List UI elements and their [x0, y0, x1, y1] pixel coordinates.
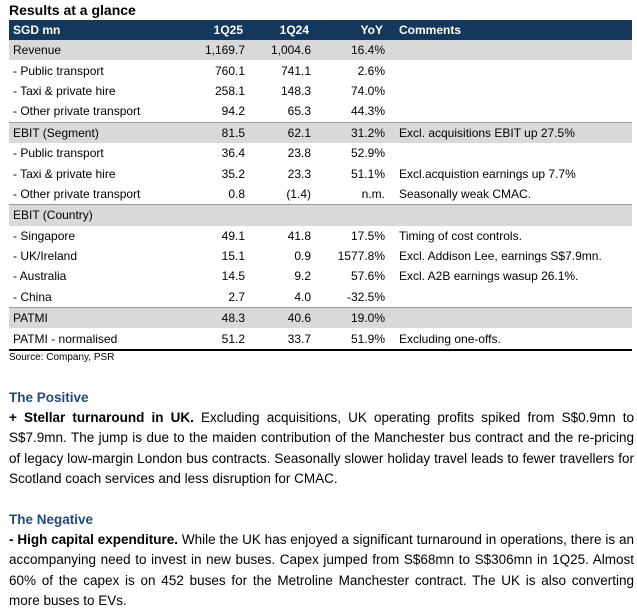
row-yoy: 17.5%	[350, 228, 385, 243]
row-yoy: 16.4%	[315, 40, 389, 60]
row-label: - Public transport	[13, 63, 104, 78]
row-1q24: 0.9	[294, 249, 311, 264]
row-1q24: 4.0	[294, 289, 311, 304]
negative-heading: The Negative	[9, 512, 94, 527]
row-comment	[389, 143, 632, 163]
row-yoy	[315, 205, 389, 226]
row-1q24: 1,004.6	[249, 40, 315, 60]
section-title: Results at a glance	[9, 2, 136, 18]
row-comment	[389, 40, 632, 60]
table-row	[9, 184, 632, 205]
row-comment: Excl. Addison Lee, earnings S$7.9mn.	[399, 249, 602, 264]
row-yoy: 51.9%	[315, 328, 389, 349]
row-label: Revenue	[9, 40, 177, 60]
row-1q24: 33.7	[249, 328, 315, 349]
row-yoy: 74.0%	[350, 83, 385, 98]
negative-paragraph	[9, 530, 634, 611]
table-row	[9, 81, 632, 101]
header-sgd-mn: SGD mn	[9, 20, 177, 40]
row-yoy: 2.6%	[357, 63, 385, 78]
row-comment: Excl. A2B earnings wasup 26.1%.	[399, 269, 579, 284]
row-comment	[389, 60, 632, 80]
row-1q24: 23.3	[287, 166, 311, 181]
table-row	[9, 308, 632, 329]
table-row	[9, 143, 632, 163]
positive-paragraph	[9, 408, 634, 489]
row-1q25: 1,169.7	[177, 40, 249, 60]
row-comment	[389, 287, 632, 308]
row-1q25: 760.1	[214, 63, 245, 78]
row-comment: Excl.acquistion earnings up 7.7%	[399, 166, 576, 181]
row-yoy: n.m.	[361, 186, 385, 201]
row-yoy: 44.3%	[350, 104, 385, 119]
row-label: PATMI	[9, 308, 177, 329]
table-row	[9, 328, 632, 349]
row-1q24: (1.4)	[286, 186, 311, 201]
row-1q24: 148.3	[280, 83, 311, 98]
table-row	[9, 40, 632, 60]
row-1q24: 65.3	[287, 104, 311, 119]
header-comments: Comments	[389, 20, 632, 40]
row-label: - Public transport	[13, 146, 104, 161]
table-row	[9, 205, 632, 226]
row-1q25: 0.8	[228, 186, 245, 201]
row-comment	[389, 81, 632, 101]
table-row	[9, 226, 632, 246]
row-yoy: 52.9%	[350, 146, 385, 161]
row-1q25: 35.2	[221, 166, 245, 181]
row-yoy: 1577.8%	[337, 249, 385, 264]
row-1q25: 36.4	[221, 146, 245, 161]
table-row	[9, 101, 632, 122]
row-comment: Excl. acquisitions EBIT up 27.5%	[389, 122, 632, 143]
row-label: EBIT (Country)	[9, 205, 177, 226]
row-label: - Singapore	[13, 228, 76, 243]
table-row	[9, 266, 632, 286]
header-1q24: 1Q24	[249, 20, 315, 40]
row-label: - Taxi & private hire	[13, 83, 116, 98]
row-1q25: 2.7	[228, 289, 245, 304]
row-yoy: 57.6%	[350, 269, 385, 284]
row-1q24: 23.8	[287, 146, 311, 161]
row-label: - Australia	[13, 269, 67, 284]
negative-lead: - High capital expenditure.	[9, 532, 179, 547]
table-row	[9, 287, 632, 308]
table-row	[9, 246, 632, 266]
row-1q25	[177, 205, 249, 226]
row-1q25: 81.5	[177, 122, 249, 143]
row-1q25: 49.1	[221, 228, 245, 243]
row-comment: Excluding one-offs.	[389, 328, 632, 349]
positive-heading: The Positive	[9, 390, 89, 405]
source-note: Source: Company, PSR	[9, 352, 115, 363]
row-1q24: 741.1	[280, 63, 311, 78]
positive-lead: + Stellar turnaround in UK.	[9, 410, 194, 425]
row-1q25: 48.3	[177, 308, 249, 329]
results-table	[9, 20, 632, 351]
row-1q25: 51.2	[177, 328, 249, 349]
row-yoy: 31.2%	[315, 122, 389, 143]
row-comment	[389, 308, 632, 329]
row-yoy: -32.5%	[346, 289, 385, 304]
row-label: - Other private transport	[13, 186, 141, 201]
row-1q25: 94.2	[221, 104, 245, 119]
row-yoy: 19.0%	[315, 308, 389, 329]
row-label: - UK/Ireland	[13, 249, 78, 264]
table-row	[9, 163, 632, 183]
row-comment: Timing of cost controls.	[399, 228, 522, 243]
row-1q24: 41.8	[287, 228, 311, 243]
row-1q24: 62.1	[249, 122, 315, 143]
header-1q25: 1Q25	[177, 20, 249, 40]
row-1q24	[249, 205, 315, 226]
row-label: PATMI - normalised	[9, 328, 177, 349]
row-label: EBIT (Segment)	[9, 122, 177, 143]
row-comment	[389, 101, 632, 122]
row-comment: Seasonally weak CMAC.	[399, 186, 532, 201]
positive-body: Excluding acquisitions, UK operating profits spiked from S$0.9mn to S$7.9mn. The jump is due to the maiden contribution of the Manchester bus contract and the re-pricing of legacy low-margin London bus contracts. Seasonally slower holiday travel leads to fewer travellers for Scotland coach services and less disruption for CMAC.	[9, 410, 634, 486]
table-row	[9, 60, 632, 80]
header-yoy: YoY	[315, 20, 389, 40]
negative-body: While the UK has enjoyed a significant turnaround in operations, there is an accompanying need to invest in new buses. Capex jumped from S$68mn to S$306mn in 1Q25. Almost 60% of the capex is on 452 buses for the Metroline Manchester contract. The UK is also converting more buses to EVs.	[9, 532, 634, 608]
row-1q24: 9.2	[294, 269, 311, 284]
table-header-row	[9, 20, 632, 40]
row-1q25: 14.5	[221, 269, 245, 284]
row-label: - Taxi & private hire	[13, 166, 116, 181]
row-label: - Other private transport	[13, 104, 141, 119]
table-row	[9, 122, 632, 143]
row-1q25: 258.1	[214, 83, 245, 98]
row-1q25: 15.1	[221, 249, 245, 264]
row-comment	[389, 205, 632, 226]
row-1q24: 40.6	[249, 308, 315, 329]
row-label: - China	[13, 289, 52, 304]
row-yoy: 51.1%	[350, 166, 385, 181]
